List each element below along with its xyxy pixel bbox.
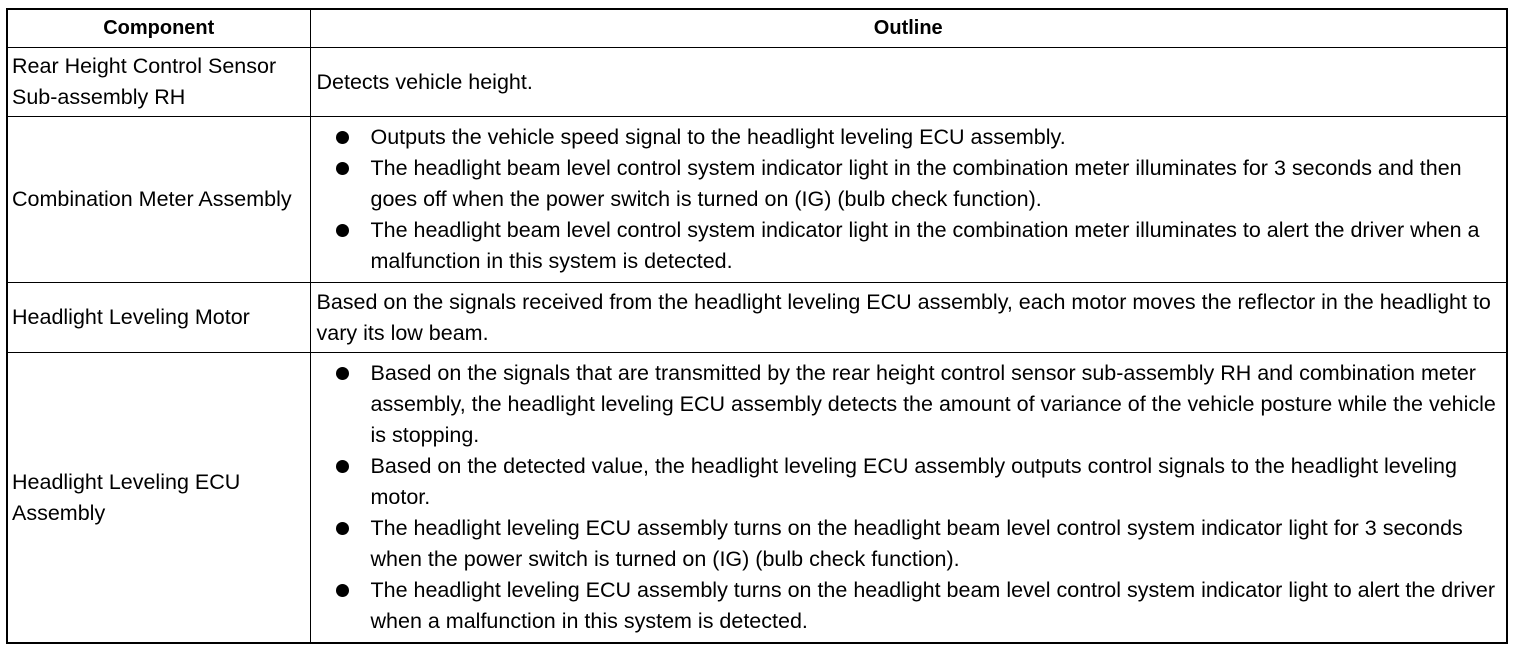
document-page <box>6 8 1508 644</box>
bullet-list <box>317 358 1503 637</box>
bullet-icon <box>336 131 349 144</box>
list-item-text: Outputs the vehicle speed signal to the headlight leveling ECU assembly. <box>370 125 1066 149</box>
outline-cell: Based on the signals received from the headlight leveling ECU assembly, each motor moves the reflector in the headlight to vary its low beam. <box>310 283 1507 353</box>
list-item-text: The headlight leveling ECU assembly turns on the headlight beam level control system indicator light to alert the driver when a malfunction in this system is detected. <box>370 578 1496 633</box>
bullet-icon <box>336 367 349 380</box>
header-component: Component <box>7 9 310 48</box>
table-row <box>7 48 1507 117</box>
list-item <box>317 153 1503 215</box>
outline-cell: Detects vehicle height. <box>310 48 1507 117</box>
component-cell: Headlight Leveling ECU Assembly <box>7 353 310 644</box>
bullet-icon <box>336 460 349 473</box>
list-item <box>317 575 1503 637</box>
outline-cell <box>310 353 1507 644</box>
list-item <box>317 513 1503 575</box>
list-item <box>317 215 1503 277</box>
bullet-icon <box>336 224 349 237</box>
bullet-list <box>317 122 1503 277</box>
list-item <box>317 451 1503 513</box>
bullet-icon <box>336 522 349 535</box>
list-item-text: Based on the detected value, the headlight leveling ECU assembly outputs control signals to the headlight leveling motor. <box>370 454 1457 509</box>
table-row <box>7 283 1507 353</box>
component-cell: Rear Height Control Sensor Sub-assembly RH <box>7 48 310 117</box>
table-row <box>7 353 1507 644</box>
table-row <box>7 117 1507 283</box>
list-item-text: Based on the signals that are transmitted by the rear height control sensor sub-assembly RH and combination meter assembly, the headlight leveling ECU assembly detects the amount of variance of the vehicle posture while the vehicle is stopping. <box>370 361 1496 447</box>
list-item-text: The headlight beam level control system indicator light in the combination meter illuminates to alert the driver when a malfunction in this system is detected. <box>370 218 1480 273</box>
component-cell: Headlight Leveling Motor <box>7 283 310 353</box>
table-header-row <box>7 9 1507 48</box>
list-item-text: The headlight leveling ECU assembly turns on the headlight beam level control system indicator light for 3 seconds when the power switch is turned on (IG) (bulb check function). <box>370 516 1463 571</box>
bullet-icon <box>336 584 349 597</box>
bullet-icon <box>336 162 349 175</box>
header-outline: Outline <box>310 9 1507 48</box>
component-outline-table <box>6 8 1508 644</box>
outline-cell <box>310 117 1507 283</box>
list-item <box>317 122 1503 153</box>
list-item-text: The headlight beam level control system indicator light in the combination meter illuminates for 3 seconds and then goes off when the power switch is turned on (IG) (bulb check function). <box>370 156 1462 211</box>
list-item <box>317 358 1503 451</box>
component-cell: Combination Meter Assembly <box>7 117 310 283</box>
